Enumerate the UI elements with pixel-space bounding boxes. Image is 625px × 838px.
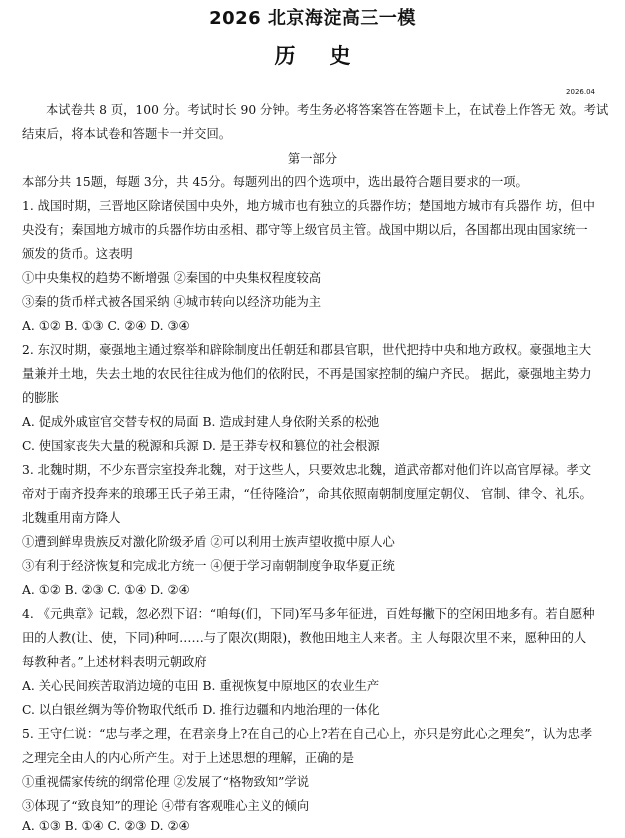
q4-stem-line-2: 田的人教(让、使，下同)种呵……与了限次(期限)，教他田地主人来者。主 人每限次里不来，愿种田的人 bbox=[22, 631, 587, 645]
q4-options-ab: A. 关心民间疾苦取消边境的屯田 B. 重视恢复中原地区的农业生产 bbox=[22, 679, 380, 693]
subject-title: 历史 bbox=[274, 44, 385, 68]
q3-answer-choices: A. ①② B. ②③ C. ①④ D. ②④ bbox=[22, 583, 190, 597]
q3-stem-line-2: 帝对于南齐投奔来的琅琊王氏子弟王肃，“任待隆洽”，命其依照南朝制度厘定朝仪、 官制、律令、礼乐。 bbox=[22, 487, 592, 501]
q3-stem-line-1: 3. 北魏时期，不少东晋宗室投奔北魏，对于这些人，只要效忠北魏，道武帝都对他们许以高官厚禄。孝文 bbox=[22, 463, 592, 477]
q5-options-2: ③体现了“致良知”的理论 ④带有客观唯心主义的倾向 bbox=[22, 799, 310, 813]
q3-options-2: ③有利于经济恢复和完成北方统一 ④便于学习南朝制度争取华夏正统 bbox=[22, 559, 395, 573]
q5-stem-line-2: 之理完全由人的内心所产生。对于上述思想的理解，正确的是 bbox=[22, 751, 355, 765]
part-title: 第一部分 bbox=[287, 152, 338, 166]
exam-title: 2026 北京海淀高三一模 bbox=[209, 8, 416, 29]
q5-stem-line-1: 5. 王守仁说：“忠与孝之理，在君亲身上?在自己的心上?若在自己心上，亦只是穷此心之理矣”，认为忠孝 bbox=[22, 727, 593, 741]
intro-line-2: 结束后，将本试卷和答题卡一并交回。 bbox=[22, 127, 232, 141]
q5-options-1: ①重视儒家传统的纲常伦理 ②发展了“格物致知”学说 bbox=[22, 775, 310, 789]
intro-line-1: 本试卷共 8 页，100 分。考试时长 90 分钟。考生务必将答案答在答题卡上，在试卷上作答无 效。考试 bbox=[46, 103, 609, 117]
q3-options-1: ①遭到鲜卑贵族反对激化阶级矛盾 ②可以利用士族声望收揽中原人心 bbox=[22, 535, 395, 549]
part-description: 本部分共 15题，每题 3分，共 45分。每题列出的四个选项中，选出最符合题目要求的一项。 bbox=[22, 175, 528, 189]
q2-options-ab: A. 促成外戚宦官交替专权的局面 B. 造成封建人身依附关系的松弛 bbox=[22, 415, 380, 429]
q2-stem-line-3: 的膨胀 bbox=[22, 391, 59, 405]
exam-date: 2026.04 bbox=[566, 88, 595, 96]
q1-answer-choices: A. ①② B. ①③ C. ②④ D. ③④ bbox=[22, 319, 190, 333]
q4-options-cd: C. 以白银丝绸为等价物取代纸币 D. 推行边疆和内地治理的一体化 bbox=[22, 703, 380, 717]
q2-options-cd: C. 使国家丧失大量的税源和兵源 D. 是王莽专权和篡位的社会根源 bbox=[22, 439, 380, 453]
q2-stem-line-1: 2. 东汉时期，豪强地主通过察举和辟除制度出任朝廷和郡县官职，世代把持中央和地方政权。豪强地主大 bbox=[22, 343, 592, 357]
q1-stem-line-3: 颁发的货币。这表明 bbox=[22, 247, 133, 261]
q3-stem-line-3: 北魏重用南方降人 bbox=[22, 511, 121, 525]
q1-options-1: ①中央集权的趋势不断增强 ②秦国的中央集权程度较高 bbox=[22, 271, 322, 285]
q4-stem-line-3: 每教种者。”上述材料表明元朝政府 bbox=[22, 655, 207, 669]
q1-stem-line-2: 央没有；秦国地方城市的兵器作坊由丞相、郡守等上级官员主管。战国中期以后，各国都出现由国家统一 bbox=[22, 223, 588, 237]
q1-options-2: ③秦的货币样式被各国采纳 ④城市转向以经济功能为主 bbox=[22, 295, 322, 309]
q2-stem-line-2: 量兼并土地，失去土地的农民往往成为他们的依附民，不再是国家控制的编户齐民。 据此，豪强地主势力 bbox=[22, 367, 592, 381]
q4-stem-line-1: 4. 《元典章》记载，忽必烈下诏：“咱每(们，下同)军马多年征进，百姓每撇下的空闲田地多有。若自愿种 bbox=[22, 607, 595, 621]
q1-stem-line-1: 1. 战国时期，三晋地区除诸侯国中央外，地方城市也有独立的兵器作坊；楚国地方城市有兵器作 坊，但中 bbox=[22, 199, 595, 213]
q5-answer-choices: A. ①③ B. ①④ C. ②③ D. ②④ bbox=[22, 819, 190, 833]
